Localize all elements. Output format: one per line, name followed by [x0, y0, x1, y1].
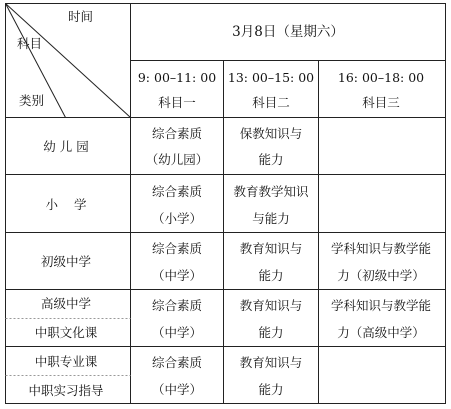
row-subject-3-line-1: 学科知识与教学能 [330, 241, 432, 256]
session-2-time: 13: 00–15: 00 [227, 70, 315, 85]
row-category: 中职专业课 [34, 354, 98, 369]
row-subject-1-line-1: 综合素质 [151, 355, 203, 370]
row-subject-2-line-1: 教育知识与 [239, 241, 303, 256]
row-subject-2-line-2: 能力 [258, 152, 284, 167]
row-subject-1-line-2: （中学） [151, 268, 203, 283]
row-subject-1-line-2: （中学） [151, 325, 203, 340]
row-subject-2-line-2: 能力 [258, 325, 284, 340]
row-subject-1-line-1: 综合素质 [151, 241, 203, 256]
exam-date: 3月8日（星期六） [232, 24, 344, 40]
row-subject-2-line-1: 教育教学知识 [233, 184, 309, 199]
row-category: 高级中学 [40, 296, 92, 311]
header-subject-label: 科目 [17, 36, 43, 51]
session-2-subject: 科目二 [252, 95, 290, 110]
session-3-time: 16: 00–18: 00 [337, 70, 425, 85]
row-subject-2-line-1: 教育知识与 [239, 298, 303, 313]
row-category: 小 学 [45, 197, 87, 212]
row-category: 幼 儿 园 [43, 139, 89, 154]
header-time-label: 时间 [68, 9, 94, 24]
row-subject-1-line-1: 综合素质 [151, 126, 203, 141]
row-subject-2-line-2: 能力 [258, 268, 284, 283]
row-subject-1-line-2: （幼儿园） [145, 152, 209, 167]
row-subject-1-line-1: 综合素质 [151, 298, 203, 313]
row-subject-3-line-1: 学科知识与教学能 [330, 298, 432, 313]
row-subject-2-line-1: 保教知识与 [239, 126, 303, 141]
session-3-subject: 科目三 [362, 95, 400, 110]
session-1-time: 9: 00–11: 00 [137, 70, 217, 85]
row-category-secondary: 中职文化课 [34, 325, 98, 340]
row-subject-2-line-2: 与能力 [252, 211, 290, 226]
row-category: 初级中学 [40, 254, 92, 269]
row-subject-3-line-2: 力（初级中学） [337, 268, 425, 283]
header-category-label: 类别 [19, 93, 45, 108]
row-subject-2-line-1: 教育知识与 [239, 355, 303, 370]
row-subject-2-line-2: 能力 [258, 382, 284, 397]
row-subject-1-line-2: （小学） [151, 211, 203, 226]
row-subject-1-line-2: （中学） [151, 382, 203, 397]
row-subject-3-line-2: 力（高级中学） [337, 325, 425, 340]
row-category-secondary: 中职实习指导 [28, 383, 104, 398]
session-1-subject: 科目一 [158, 95, 196, 110]
row-subject-1-line-1: 综合素质 [151, 184, 203, 199]
